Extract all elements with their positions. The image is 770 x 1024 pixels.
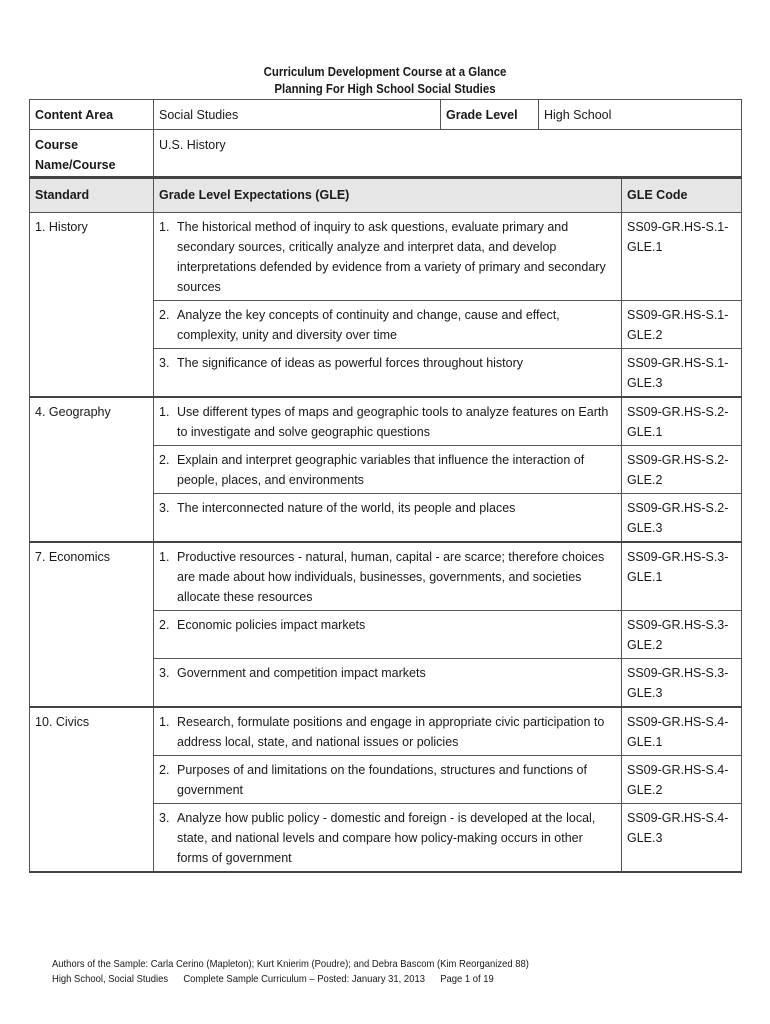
gle-number: 2. bbox=[159, 763, 170, 777]
table-row bbox=[30, 397, 742, 446]
gle-number: 3. bbox=[159, 501, 170, 515]
table-row bbox=[30, 213, 742, 301]
gle-cell bbox=[154, 659, 622, 708]
gle-text: Economic policies impact markets bbox=[177, 618, 366, 632]
gle-code-cell: SS09-GR.HS-S.4-GLE.2 bbox=[622, 756, 742, 804]
gle-code-cell: SS09-GR.HS-S.1-GLE.2 bbox=[622, 301, 742, 349]
gle-column-header: Grade Level Expectations (GLE) bbox=[154, 178, 622, 213]
gle-text: Analyze the key concepts of continuity and change, cause and effect, complexity, unity and diversity over time bbox=[177, 308, 560, 342]
gle-text: Purposes of and limitations on the foundations, structures and functions of government bbox=[177, 763, 587, 797]
document-title bbox=[46, 63, 724, 97]
gle-code-cell: SS09-GR.HS-S.3-GLE.1 bbox=[622, 542, 742, 611]
title-line-1: Curriculum Development Course at a Glance bbox=[263, 64, 507, 79]
grade-level-value: High School bbox=[539, 100, 742, 130]
gle-table-body bbox=[30, 213, 742, 873]
gle-cell bbox=[154, 494, 622, 543]
gle-number: 1. bbox=[159, 405, 170, 419]
standard-cell: 1. History bbox=[30, 213, 154, 398]
gle-text: Use different types of maps and geographic tools to analyze features on Earth to investigate and solve geographic questions bbox=[177, 405, 609, 439]
course-value: U.S. History bbox=[154, 130, 742, 200]
gle-code-cell: SS09-GR.HS-S.3-GLE.2 bbox=[622, 611, 742, 659]
footer-course: High School, Social Studies bbox=[52, 973, 169, 985]
gle-text: Explain and interpret geographic variables that influence the interaction of people, places, and environments bbox=[177, 453, 585, 487]
content-area-label: Content Area bbox=[30, 100, 154, 130]
gle-cell bbox=[154, 611, 622, 659]
gle-code-cell: SS09-GR.HS-S.3-GLE.3 bbox=[622, 659, 742, 708]
gle-cell bbox=[154, 707, 622, 756]
gle-number: 3. bbox=[159, 666, 170, 680]
footer-posted: Complete Sample Curriculum – Posted: January 31, 2013 bbox=[183, 973, 425, 985]
gle-number: 3. bbox=[159, 356, 170, 370]
title-line-2: Planning For High School Social Studies bbox=[274, 81, 496, 96]
table-row bbox=[30, 542, 742, 611]
gle-cell bbox=[154, 397, 622, 446]
gle-text: Productive resources - natural, human, capital - are scarce; therefore choices are made about how individuals, businesses, governments, and societies allocate these resources bbox=[177, 550, 605, 604]
standard-cell: 7. Economics bbox=[30, 542, 154, 707]
gle-number: 1. bbox=[159, 715, 170, 729]
gle-code-cell: SS09-GR.HS-S.2-GLE.1 bbox=[622, 397, 742, 446]
gle-cell bbox=[154, 756, 622, 804]
course-label: Course Name/Course bbox=[30, 130, 154, 200]
gle-number: 2. bbox=[159, 618, 170, 632]
gle-code-cell: SS09-GR.HS-S.1-GLE.3 bbox=[622, 349, 742, 398]
gle-cell bbox=[154, 542, 622, 611]
content-area-value: Social Studies bbox=[154, 100, 441, 130]
gle-text: Government and competition impact markets bbox=[177, 666, 426, 680]
gle-code-cell: SS09-GR.HS-S.4-GLE.1 bbox=[622, 707, 742, 756]
gle-text: The historical method of inquiry to ask questions, evaluate primary and secondary sources, critically analyze and interpret data, and develop interpretations defended by evidence from a variety of primary and secondary sources bbox=[177, 220, 606, 294]
gle-number: 2. bbox=[159, 308, 170, 322]
gle-text: Analyze how public policy - domestic and foreign - is developed at the local, state, and national levels and compare how policy-making occurs in other forms of government bbox=[177, 811, 596, 865]
gle-table-header bbox=[30, 178, 742, 213]
standard-cell: 4. Geography bbox=[30, 397, 154, 542]
page-footer bbox=[52, 957, 529, 987]
standard-column-header: Standard bbox=[30, 178, 154, 213]
gle-text: The significance of ideas as powerful forces throughout history bbox=[177, 356, 524, 370]
gle-cell bbox=[154, 213, 622, 301]
gle-number: 1. bbox=[159, 550, 170, 564]
gle-cell bbox=[154, 804, 622, 873]
footer-page-number: Page 1 of 19 bbox=[440, 973, 494, 985]
gle-text: The interconnected nature of the world, its people and places bbox=[177, 501, 516, 515]
table-row bbox=[30, 707, 742, 756]
gle-number: 1. bbox=[159, 220, 170, 234]
content-area-row bbox=[30, 100, 742, 130]
gle-cell bbox=[154, 349, 622, 398]
gle-cell bbox=[154, 446, 622, 494]
gle-number: 3. bbox=[159, 811, 170, 825]
gle-code-cell: SS09-GR.HS-S.4-GLE.3 bbox=[622, 804, 742, 873]
gle-code-cell: SS09-GR.HS-S.2-GLE.3 bbox=[622, 494, 742, 543]
grade-level-label: Grade Level bbox=[441, 100, 539, 130]
gle-code-column-header: GLE Code bbox=[622, 178, 742, 213]
gle-code-cell: SS09-GR.HS-S.2-GLE.2 bbox=[622, 446, 742, 494]
gle-text: Research, formulate positions and engage in appropriate civic participation to address local, state, and national issues or policies bbox=[177, 715, 605, 749]
gle-code-cell: SS09-GR.HS-S.1-GLE.1 bbox=[622, 213, 742, 301]
standard-cell: 10. Civics bbox=[30, 707, 154, 872]
footer-authors: Authors of the Sample: Carla Cerino (Mapleton); Kurt Knierim (Poudre); and Debra Bascom (Kim Reorganized 88) bbox=[52, 958, 529, 970]
gle-cell bbox=[154, 301, 622, 349]
gle-number: 2. bbox=[159, 453, 170, 467]
gle-table bbox=[29, 176, 742, 873]
